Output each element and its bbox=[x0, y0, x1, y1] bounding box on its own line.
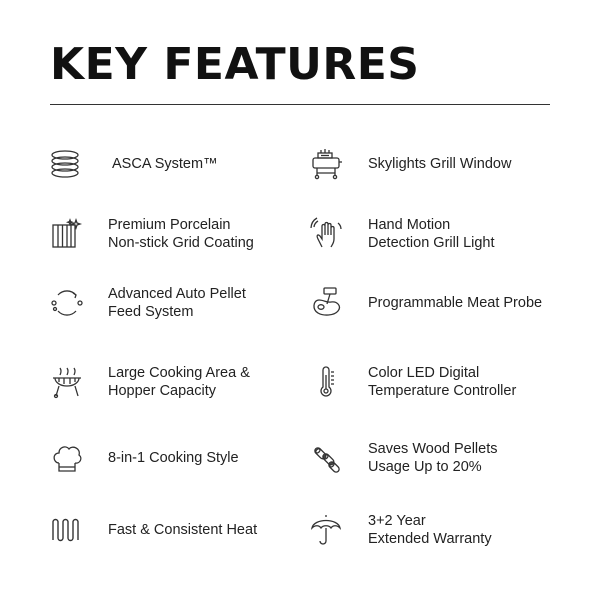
coil-icon bbox=[50, 147, 84, 181]
feature-cooking-area bbox=[50, 360, 290, 404]
feature-label: Saves Wood Pellets Usage Up to 20% bbox=[368, 441, 498, 475]
pellet-feed-icon bbox=[50, 286, 84, 320]
feature-label: Programmable Meat Probe bbox=[368, 295, 543, 311]
feature-asca-system bbox=[50, 142, 290, 186]
feature-skylights-window bbox=[310, 142, 560, 186]
feature-label: Large Cooking Area & Hopper Capacity bbox=[108, 365, 250, 399]
feature-label: ASCA System™ bbox=[112, 156, 218, 172]
feature-meat-probe bbox=[310, 281, 560, 325]
feature-label: Premium Porcelain Non-stick Grid Coating bbox=[108, 217, 254, 251]
feature-label: Hand Motion Detection Grill Light bbox=[368, 217, 495, 251]
chef-hat-icon bbox=[50, 441, 84, 475]
feature-label: Color LED Digital Temperature Controller bbox=[368, 365, 517, 399]
feature-label: Fast & Consistent Heat bbox=[108, 522, 258, 538]
title-divider bbox=[50, 104, 550, 105]
feature-consistent-heat bbox=[50, 508, 290, 552]
feature-label: Advanced Auto Pellet Feed System bbox=[108, 286, 246, 320]
thermometer-icon bbox=[310, 365, 344, 399]
grill-window-icon bbox=[310, 147, 344, 181]
grill-icon bbox=[50, 365, 84, 399]
porcelain-grid-icon bbox=[50, 217, 84, 251]
feature-extended-warranty bbox=[310, 508, 560, 552]
feature-auto-pellet-feed bbox=[50, 281, 290, 325]
page-title: KEY FEATURES bbox=[50, 39, 420, 90]
heat-wave-icon bbox=[50, 513, 84, 547]
feature-hand-motion-light bbox=[310, 212, 560, 256]
feature-cooking-style bbox=[50, 436, 290, 480]
meat-probe-icon bbox=[310, 286, 344, 320]
feature-led-controller bbox=[310, 360, 560, 404]
umbrella-icon bbox=[310, 513, 344, 547]
feature-label: 8-in-1 Cooking Style bbox=[108, 450, 239, 466]
hand-motion-icon bbox=[310, 217, 344, 251]
wood-pellets-icon bbox=[310, 441, 344, 475]
feature-saves-pellets bbox=[310, 436, 560, 480]
feature-label: Skylights Grill Window bbox=[368, 156, 512, 172]
feature-label: 3+2 Year Extended Warranty bbox=[368, 513, 492, 547]
feature-porcelain-grid bbox=[50, 212, 290, 256]
